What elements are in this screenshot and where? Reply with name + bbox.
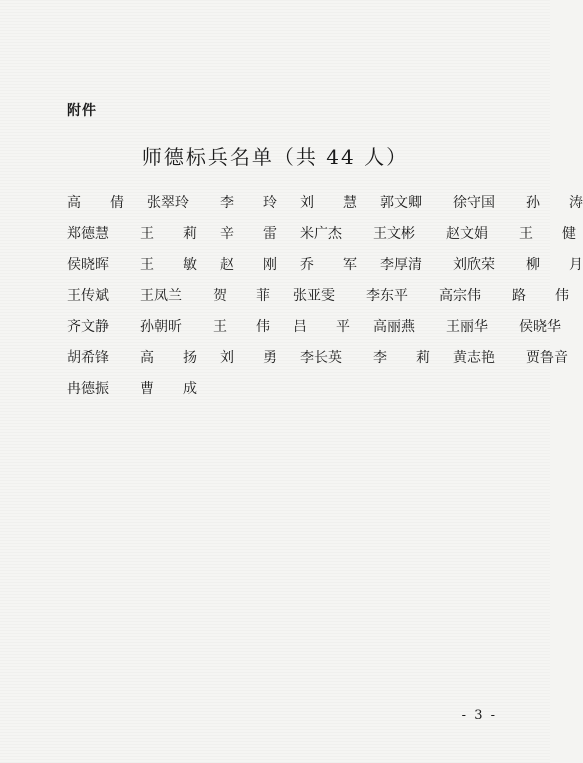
name-row: [67, 217, 576, 248]
name-entry: 王 莉: [140, 225, 197, 242]
name-entry: 王丽华: [446, 318, 488, 335]
name-row: [67, 279, 569, 310]
name-entry: 柳 月: [526, 256, 583, 273]
name-row: [67, 310, 561, 341]
name-list: [67, 186, 583, 403]
name-entry: 齐文静: [67, 318, 109, 335]
page-number: - 3 -: [461, 708, 497, 723]
page-title: 师德标兵名单（共 44 人）: [141, 145, 409, 169]
name-entry: 贺 菲: [213, 287, 270, 304]
name-entry: 张亚雯: [293, 287, 335, 304]
name-entry: 黄志艳: [453, 349, 495, 366]
name-entry: 吕 平: [293, 318, 350, 335]
name-entry: 侯晓晖: [67, 256, 109, 273]
name-entry: 侯晓华: [519, 318, 561, 335]
name-entry: 王 伟: [213, 318, 270, 335]
name-entry: 高宗伟: [439, 287, 481, 304]
name-entry: 刘 勇: [220, 349, 277, 366]
name-entry: 王传斌: [67, 287, 109, 304]
name-entry: 冉德振: [67, 380, 109, 397]
name-entry: 贾鲁音: [526, 349, 568, 366]
name-entry: 孙朝昕: [140, 318, 182, 335]
name-entry: 郑德慧: [67, 225, 109, 242]
name-entry: 曹 成: [140, 380, 197, 397]
name-entry: 高丽燕: [373, 318, 415, 335]
name-entry: 李厚清: [380, 256, 422, 273]
name-entry: 李长英: [300, 349, 342, 366]
name-entry: 张翠玲: [147, 194, 189, 211]
name-entry: 刘欣荣: [453, 256, 495, 273]
name-row: [67, 248, 583, 279]
name-entry: 李东平: [366, 287, 408, 304]
name-entry: 高 扬: [140, 349, 197, 366]
name-row: [67, 186, 583, 217]
name-row: [67, 372, 507, 403]
name-entry: 辛 雷: [220, 225, 277, 242]
name-entry: 王 健: [519, 225, 576, 242]
name-entry: 郭文卿: [380, 194, 422, 211]
name-entry: 李 玲: [220, 194, 277, 211]
attachment-label: 附件: [67, 103, 97, 119]
name-row: [67, 341, 568, 372]
name-entry: 徐守国: [453, 194, 495, 211]
name-entry: 李 莉: [373, 349, 430, 366]
name-entry: 胡希锋: [67, 349, 109, 366]
name-entry: 路 伟: [512, 287, 569, 304]
name-entry: 孙 涛: [526, 194, 583, 211]
name-entry: 赵文娟: [446, 225, 488, 242]
name-entry: 王文彬: [373, 225, 415, 242]
name-entry: 王凤兰: [140, 287, 182, 304]
name-entry: 高 倩: [67, 194, 124, 211]
name-entry: 米广杰: [300, 225, 342, 242]
name-entry: 赵 刚: [220, 256, 277, 273]
name-entry: 刘 慧: [300, 194, 357, 211]
name-entry: 乔 军: [300, 256, 357, 273]
name-entry: 王 敏: [140, 256, 197, 273]
